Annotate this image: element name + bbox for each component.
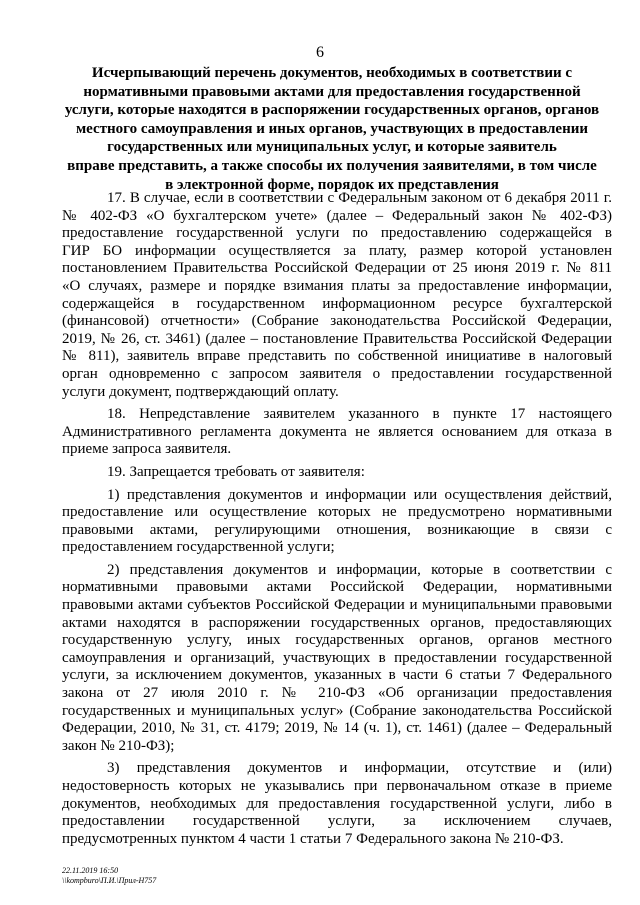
section-heading [62, 64, 602, 194]
paragraph-19 [62, 464, 612, 482]
text-line: 1) представления документов и информации или осуществления действий, [107, 486, 612, 503]
text-line: (финансовой) отчетности» (Собрание законодательства Российской Федерации, [62, 313, 612, 330]
page-number: 6 [316, 44, 324, 61]
text-line: постановлением Правительства Российской Федерации от 25 июня 2019 г. № 811 [62, 260, 612, 277]
text-line: предоставлением государственной услуги; [62, 539, 335, 556]
text-line: 17. В случае, если в соответствии с Федеральным законом от 6 декабря 2011 г. [107, 190, 612, 206]
text-line: недостоверность которых не указывались при первоначальном отказе в приеме [62, 778, 612, 794]
text-line: предусмотренных пунктом 4 части 1 статьи 7 Федерального закона № 210-ФЗ. [62, 830, 564, 847]
text-line: Административного регламента документа не является основанием для отказа в [62, 423, 612, 440]
heading-line: нормативными правовыми актами для предоставления государственной [83, 83, 581, 100]
text-line: услуги, за исключением документов, указанных в части 6 статьи 7 Федерального [62, 667, 612, 684]
text-line: услуги документ, подтверждающий оплату. [62, 383, 339, 400]
text-line: 2) представления документов и информации, которые в соответствии с [107, 561, 612, 578]
document-body [62, 190, 612, 848]
text-line: 2019, № 26, ст. 3461) (далее – постановление Правительства Российской Федерации [62, 330, 612, 347]
text-line: 3) представления документов и информации, отсутствие и (или) [107, 760, 612, 777]
text-line: закон № 210-ФЗ); [62, 737, 175, 754]
text-line: правовыми актами субъектов Российской Федерации и муниципальными правовыми [62, 597, 612, 614]
text-line: правовыми актами, регулирующими отношения, возникающие в связи с [62, 521, 612, 538]
heading-line: Исчерпывающий перечень документов, необходимых в соответствии с [91, 65, 573, 81]
footer-line: 22.11.2019 16:50 [62, 866, 119, 875]
text-line: содержащейся в государственном информационном ресурсе бухгалтерской [62, 295, 612, 312]
paragraph-18 [62, 406, 612, 459]
paragraph-19-2 [62, 562, 612, 756]
heading-line: вправе представить, а также способы их получения заявителями, в том числе [67, 157, 597, 174]
text-line: «О случаях, размере и порядке взимания платы за предоставление информации, [62, 277, 612, 294]
text-line: № 811), заявитель вправе представить по собственной инициативе в налоговый [62, 348, 612, 365]
text-line: 19. Запрещается требовать от заявителя: [107, 463, 365, 480]
text-line: ГИР БО информации осуществляется за плату, размер которой установлен [62, 242, 612, 259]
text-line: государственную услугу, иных государственных органов, органов местного [62, 632, 612, 649]
paragraph-17 [62, 190, 612, 401]
text-line: самоуправления и организаций, участвующих в предоставлении государственной [62, 649, 612, 666]
text-line: приеме запроса заявителя. [62, 441, 232, 458]
heading-line: в электронной форме, порядок их представления [165, 176, 499, 193]
text-line: Федерации, 2010, № 31, ст. 4179; 2019, № 14 (ч. 1), ст. 1461) (далее – Федеральный [62, 720, 612, 737]
text-line: 18. Непредставление заявителем указанного в пункте 17 настоящего [107, 406, 612, 423]
text-line: орган одновременно с запросом заявителя о предоставлении государственной [62, 365, 612, 382]
text-line: предоставление или осуществление которых не предусмотрено нормативными [62, 504, 612, 521]
text-line: предоставлении государственной услуги, за исключением случаев, [62, 813, 612, 830]
footer-stamp [62, 866, 156, 885]
text-line: нормативными правовыми актами Российской Федерации, нормативными [62, 579, 612, 596]
heading-line: местного самоуправления и иных органов, участвующих в предоставлении [75, 120, 589, 137]
paragraph-19-1 [62, 487, 612, 557]
text-line: актами находятся в распоряжении государственных органов, предоставляющих [62, 614, 612, 631]
text-line: государственных и муниципальных услуг» (Собрание законодательства Российской [62, 702, 612, 719]
text-line: № 402-ФЗ «О бухгалтерском учете» (далее – Федеральный закон № 402-ФЗ) [62, 207, 612, 224]
heading-line: услуги, которые находятся в распоряжении государственных органов, органов [64, 102, 600, 119]
text-line: предоставление государственной услуги по предоставлению содержащейся в [62, 225, 612, 242]
text-line: закона от 27 июля 2010 г. № 210-ФЗ «Об организации предоставления [62, 685, 612, 702]
paragraph-19-3 [62, 760, 612, 848]
footer-line: \\kompburo\П.И.\Прил-Н757 [62, 875, 157, 885]
heading-line: государственных или муниципальных услуг, и которые заявитель [107, 139, 557, 156]
text-line: документов, необходимых для предоставления государственной услуги, либо в [62, 795, 612, 812]
